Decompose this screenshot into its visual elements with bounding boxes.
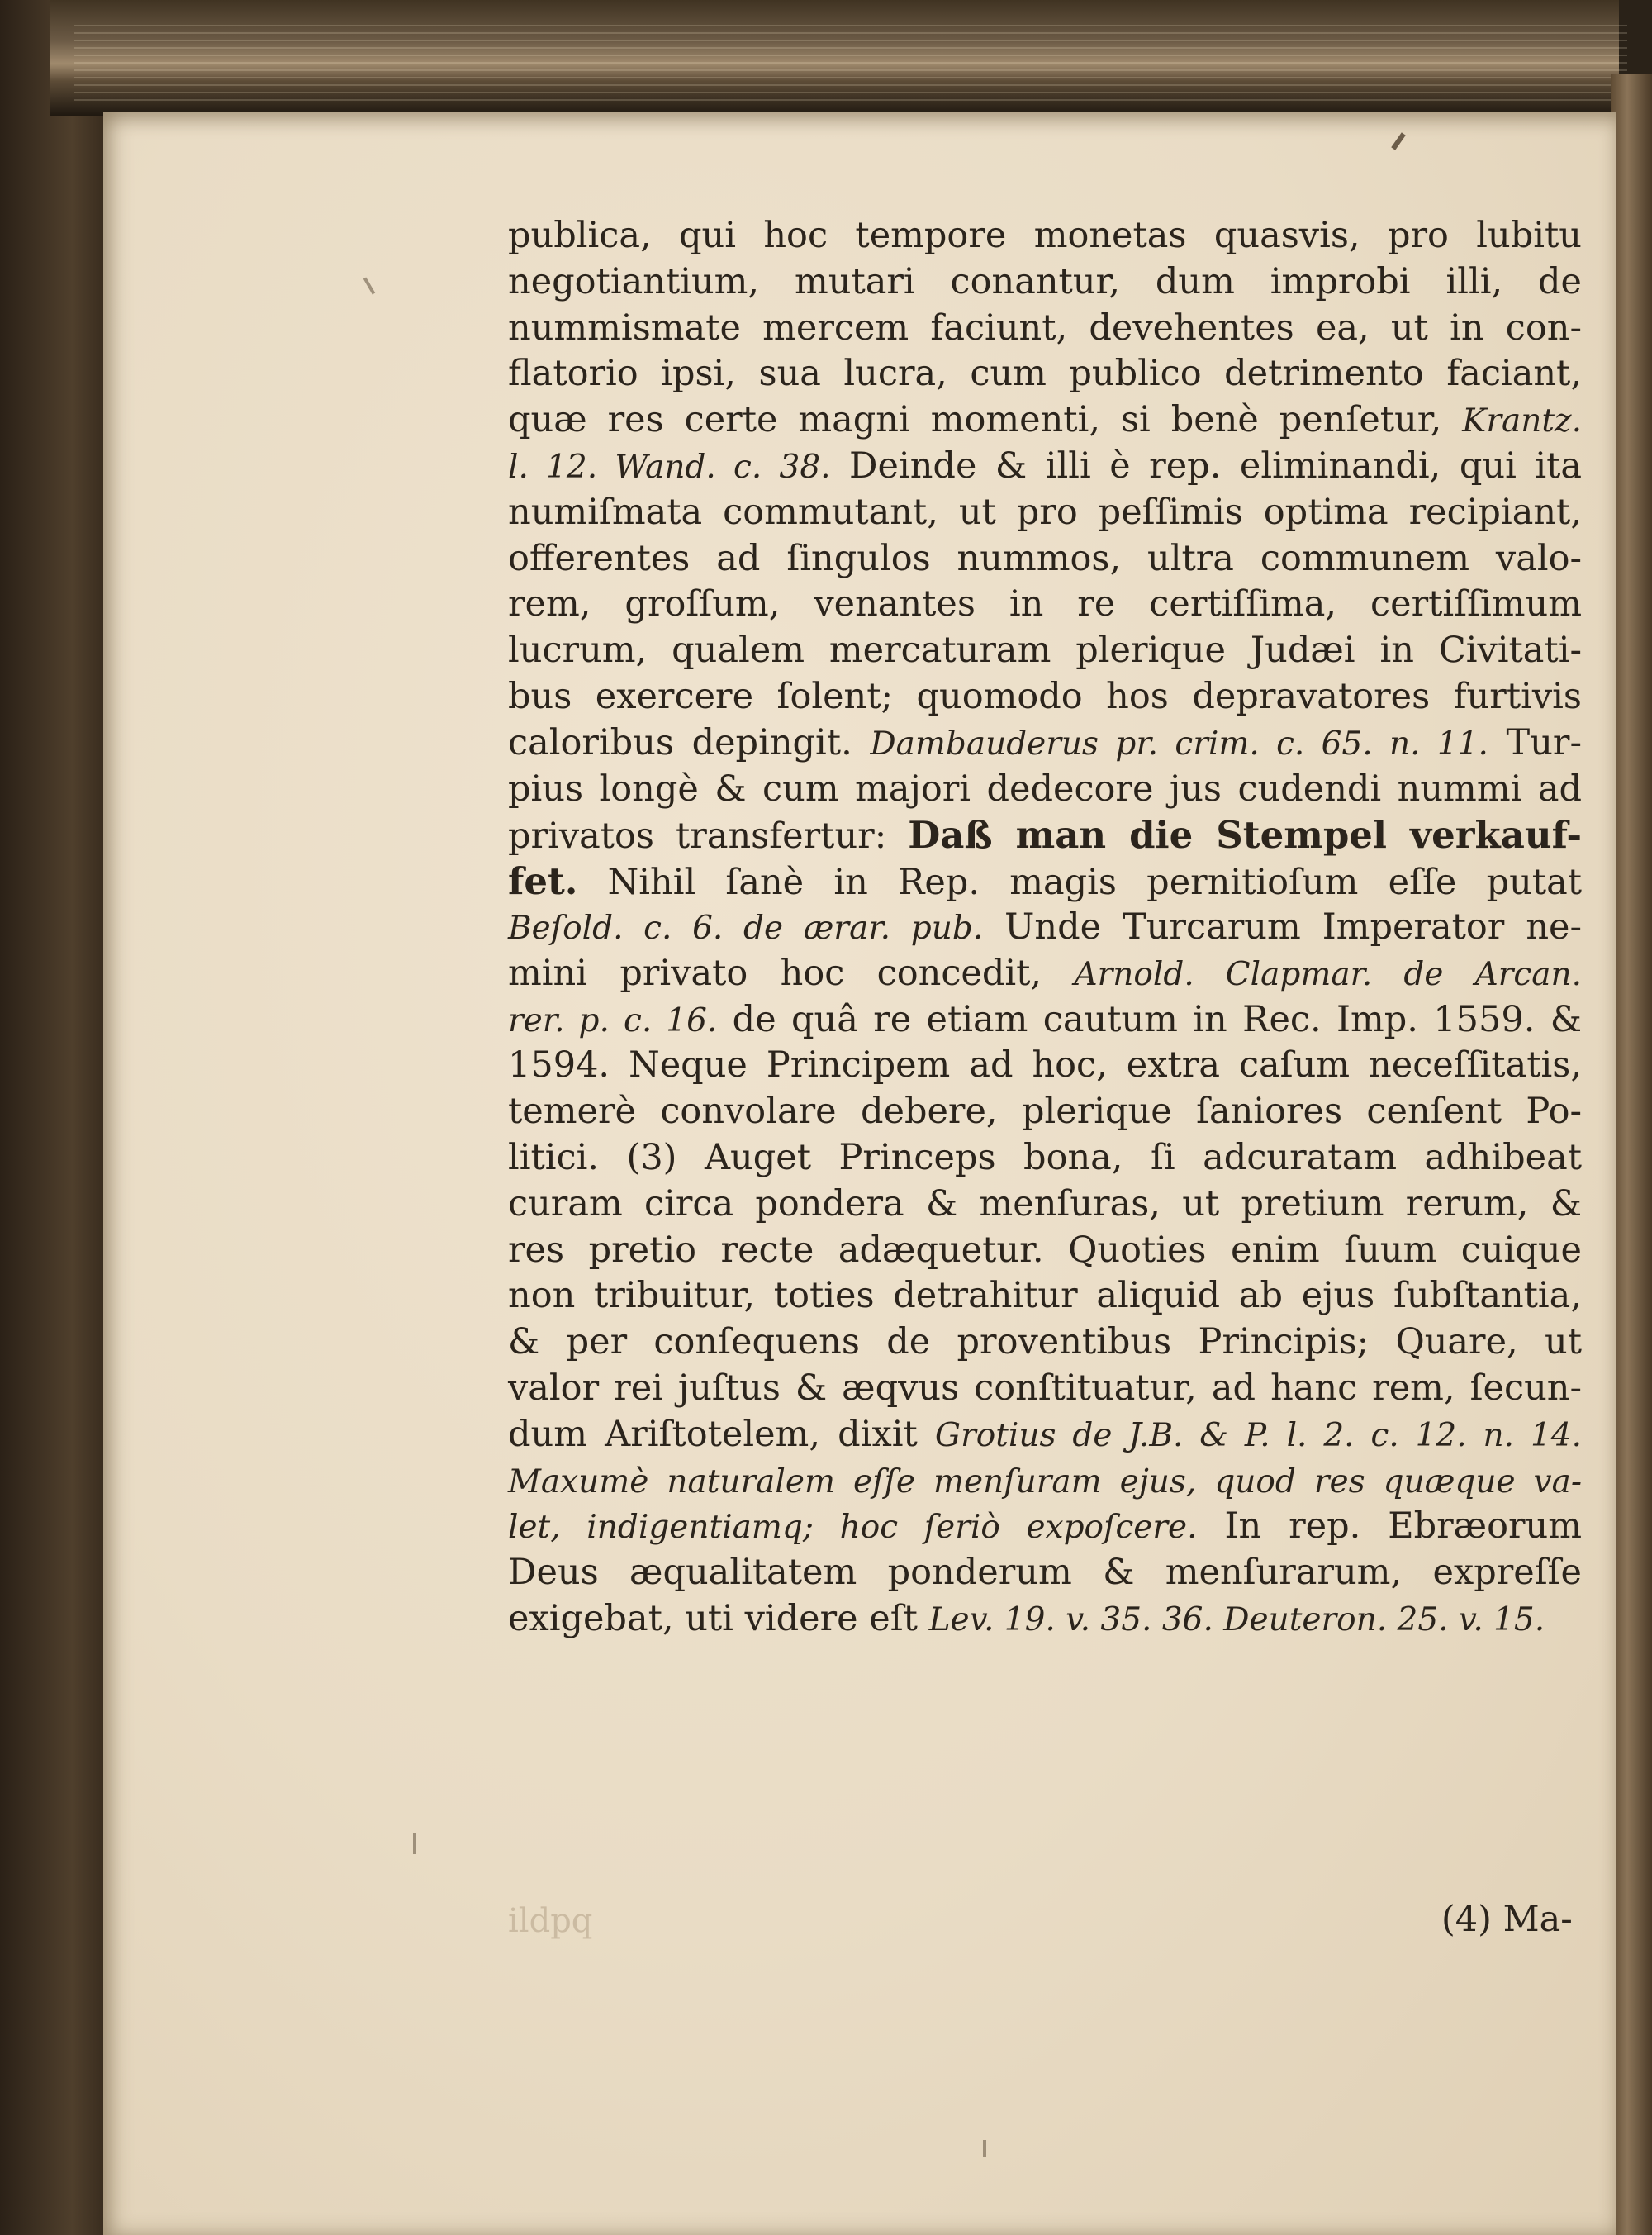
fraktur-phrase: fet. <box>508 859 578 904</box>
text-segment: lucrum, qualem mercaturam plerique Judæi in Civitati- <box>508 630 1582 672</box>
text-segment: de quâ re etiam cautum in Rec. Imp. 1559. & <box>717 998 1583 1040</box>
page-stack-edges <box>74 25 1627 107</box>
text-line <box>508 1550 1582 1596</box>
text-segment: offerentes ad ſingulos nummos, ultra communem valo- <box>508 537 1582 579</box>
margin-ink-mark <box>983 2140 986 2157</box>
text-line <box>508 1089 1582 1135</box>
text-segment: flatorio ipsi, sua lucra, cum publico detrimento faciant, <box>508 353 1582 395</box>
text-segment: Nihil ſanè in Rep. magis pernitioſum eſſe putat <box>577 862 1582 904</box>
text-segment: Tur- <box>1488 721 1582 763</box>
italic-citation: l. 12. Wand. c. 38. <box>508 448 831 486</box>
text-line <box>508 1412 1582 1458</box>
text-line <box>508 1043 1582 1089</box>
text-line <box>508 767 1582 813</box>
bleed-through-text: ildpq <box>508 1902 593 1940</box>
text-line <box>508 1135 1582 1182</box>
text-line <box>508 1182 1582 1228</box>
text-segment: quæ res certe magni momenti, si benè penſetur, <box>508 399 1463 441</box>
italic-citation: Krantz. <box>1462 402 1582 440</box>
text-line <box>508 1320 1582 1366</box>
text-segment: res pretio recte adæquetur. Quoties enim ſuum cuique <box>508 1229 1582 1271</box>
text-line <box>508 1504 1582 1550</box>
text-segment: exigebat, uti videre eſt <box>508 1597 929 1639</box>
text-segment: valor rei juſtus & æqvus conſtituatur, ad hanc rem, ſecun- <box>508 1367 1582 1409</box>
text-line <box>508 582 1582 628</box>
text-line <box>508 306 1582 352</box>
text-segment: curam circa pondera & menſuras, ut pretium rerum, & <box>508 1182 1582 1224</box>
margin-ink-mark <box>413 1833 416 1854</box>
book-fore-edge <box>1611 74 1652 2235</box>
text-segment: rem, groſſum, venantes in re certiſſima, certiſſimum <box>508 583 1582 625</box>
text-segment: pius longè & cum majori dedecore jus cudendi nummi ad <box>508 768 1582 810</box>
text-segment: publica, qui hoc tempore monetas quasvis, pro lubitu <box>508 215 1582 256</box>
text-segment: Unde Turcarum Imperator ne- <box>983 906 1582 948</box>
text-line <box>508 720 1582 767</box>
text-segment: Deus æqualitatem ponderum & menſurarum, expreſſe <box>508 1552 1582 1594</box>
catchword: (4) Ma- <box>1441 1899 1573 1940</box>
italic-citation: Beſold. c. 6. de ærar. pub. <box>508 909 984 947</box>
text-segment: temerè convolare debere, plerique ſaniores cenſent Po- <box>508 1091 1582 1133</box>
text-line <box>508 1228 1582 1274</box>
text-line <box>508 444 1582 490</box>
text-segment: & per conſequens de proventibus Principis; Quare, ut <box>508 1321 1582 1363</box>
italic-citation: Dambauderus pr. crim. c. 65. n. 11. <box>870 725 1488 763</box>
text-line <box>508 997 1582 1044</box>
text-line <box>508 905 1582 951</box>
text-line <box>508 674 1582 720</box>
italic-citation: Lev. 19. v. 35. 36. Deuteron. 25. v. 15. <box>928 1600 1545 1638</box>
text-segment: privatos transfertur: <box>508 816 909 858</box>
text-segment: 1594. Neque Principem ad hoc, extra caſum neceſſitatis, <box>508 1044 1582 1087</box>
text-segment: numiſmata commutant, ut pro peſſimis optima recipiant, <box>508 491 1582 533</box>
text-line <box>508 1366 1582 1412</box>
text-segment: In rep. Ebræorum <box>1197 1505 1583 1548</box>
italic-citation: rer. p. c. 16. <box>508 1001 718 1039</box>
text-line <box>508 628 1582 674</box>
text-segment: bus exercere ſolent; quomodo hos depravatores furtivis <box>508 675 1582 717</box>
text-line <box>508 490 1582 536</box>
text-line <box>508 1596 1582 1643</box>
text-segment: non tribuitur, toties detrahitur aliquid ab ejus ſubſtantia, <box>508 1275 1582 1317</box>
text-segment: Deinde & illi è rep. eliminandi, qui ita <box>830 445 1582 487</box>
text-segment: dum Ariſtotelem, dixit <box>508 1413 935 1455</box>
text-line <box>508 951 1582 997</box>
text-line <box>508 397 1582 444</box>
italic-citation: Grotius de J.B. & P. l. 2. c. 12. n. 14. <box>934 1416 1583 1454</box>
text-line <box>508 1458 1582 1505</box>
text-segment: nummismate mercem faciunt, devehentes ea, ut in con- <box>508 307 1582 349</box>
text-segment: litici. (3) Auget Princeps bona, ſi adcuratam adhibeat <box>508 1136 1582 1178</box>
italic-citation: Maxumè naturalem eſſe menſuram ejus, quod res quæque va- <box>508 1462 1582 1500</box>
text-line <box>508 858 1582 905</box>
text-line <box>508 259 1582 306</box>
italic-citation: let, indigentiamq; hoc ſeriò expoſcere. <box>508 1509 1198 1547</box>
text-line <box>508 1273 1582 1320</box>
text-segment: caloribus depingit. <box>508 721 871 763</box>
text-line <box>508 213 1582 259</box>
text-line <box>508 351 1582 397</box>
italic-citation: Arnold. Clapmar. de Arcan. <box>1074 955 1582 993</box>
book-gutter-edge <box>0 0 103 2235</box>
text-line <box>508 536 1582 583</box>
text-segment: mini privato hoc concedit, <box>508 952 1075 994</box>
text-segment: negotiantium, mutari conantur, dum improbi illi, de <box>508 260 1582 302</box>
body-text <box>508 213 1582 1643</box>
fraktur-phrase: Daß man die Stempel verkauf- <box>908 813 1583 858</box>
text-line <box>508 812 1582 858</box>
